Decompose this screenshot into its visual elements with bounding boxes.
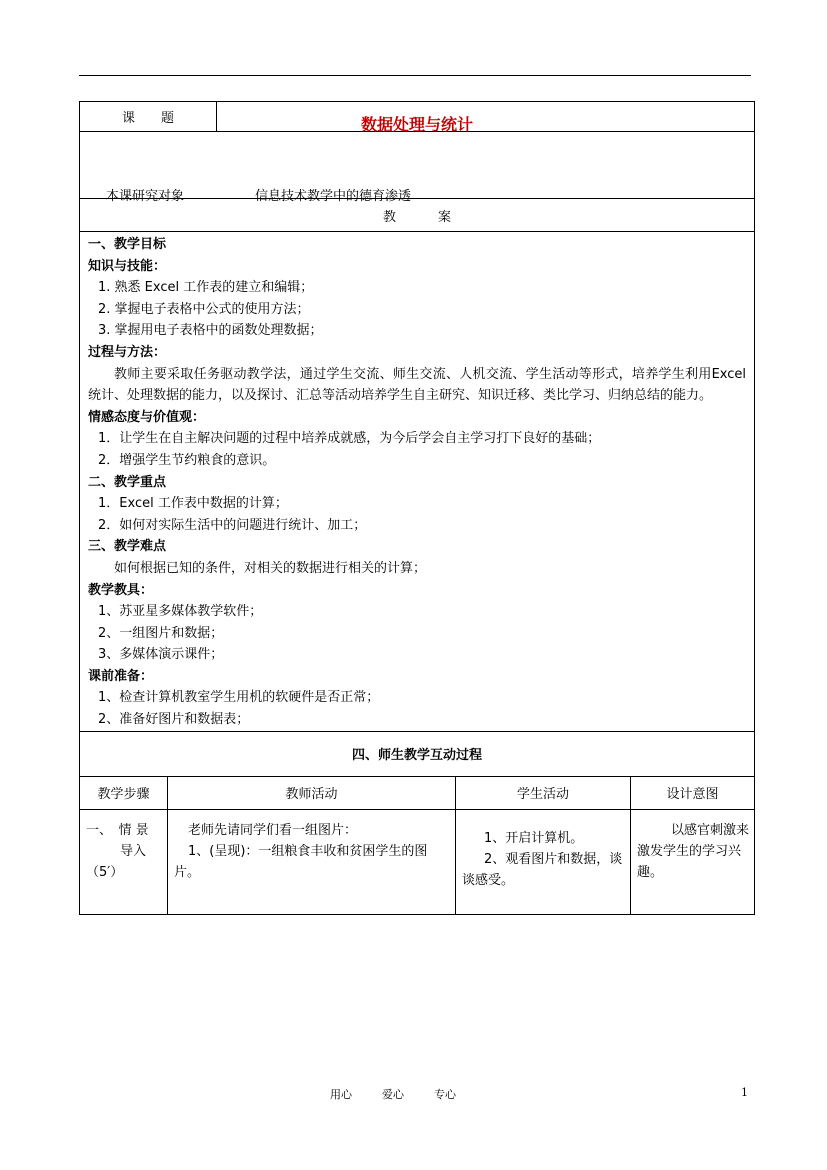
object-value: 信息技术教学中的德育渗透 bbox=[255, 189, 412, 204]
column-header: 教学步骤 bbox=[80, 776, 168, 809]
knowledge-heading: 知识与技能： bbox=[88, 258, 167, 274]
header-rule bbox=[79, 75, 751, 76]
step-line: （5′） bbox=[86, 864, 124, 880]
lesson-title: 数据处理与统计 bbox=[361, 115, 474, 134]
plan-label-a: 教 bbox=[383, 209, 397, 225]
column-header-row bbox=[80, 776, 755, 809]
object-row bbox=[80, 132, 755, 199]
lesson-content bbox=[80, 232, 755, 732]
list-item: 2. 掌握电子表格中公式的使用方法； bbox=[98, 301, 310, 317]
tools-heading: 教学教具： bbox=[88, 582, 154, 598]
teacher-activity: 老师先请同学们看一组图片： 1、(呈现)：一组粮食丰收和贫困学生的图片。 bbox=[168, 809, 456, 914]
list-item: 3. 掌握用电子表格中的函数处理数据； bbox=[98, 323, 323, 339]
list-item: 1、检查计算机教室学生用机的软硬件是否正常； bbox=[98, 690, 380, 706]
list-item: 1．让学生在自主解决问题的过程中培养成就感，为今后学会自主学习打下良好的基础； bbox=[98, 431, 601, 447]
topic-label: 课 题 bbox=[80, 102, 217, 132]
column-header: 学生活动 bbox=[456, 776, 631, 809]
plan-label-b: 案 bbox=[438, 209, 452, 225]
column-header: 设计意图 bbox=[631, 776, 755, 809]
prep-heading: 课前准备： bbox=[88, 668, 154, 684]
object-label: 本课研究对象 bbox=[106, 189, 185, 204]
goals-heading: 一、教学目标 bbox=[88, 237, 167, 252]
list-item: 2．增强学生节约粮食的意识。 bbox=[98, 452, 276, 468]
step-cell bbox=[80, 809, 168, 914]
difficulty-text: 如何根据已知的条件，对相关的数据进行相关的计算； bbox=[114, 560, 427, 576]
student-activity: 1、开启计算机。 2、观看图片和数据，谈谈感受。 bbox=[456, 809, 631, 914]
list-item: 1．Excel 工作表中数据的计算； bbox=[98, 496, 288, 512]
list-item: 1、苏亚星多媒体教学软件； bbox=[98, 604, 263, 620]
process-heading: 过程与方法： bbox=[88, 344, 167, 360]
list-item: 2．如何对实际生活中的问题进行统计、加工； bbox=[98, 517, 367, 533]
lesson-plan-table bbox=[79, 101, 755, 915]
content-row bbox=[80, 232, 755, 732]
design-intent: 以感官刺激来激发学生的学习兴趣。 bbox=[631, 809, 755, 914]
list-item: 3、多媒体演示课件； bbox=[98, 647, 224, 663]
topic-row bbox=[80, 102, 755, 132]
page-number: 1 bbox=[741, 1086, 748, 1099]
process-text: 教师主要采取任务驱动教学法，通过学生交流、师生交流、人机交流、学生活动等形式，培养学生利用Excel 统计、处理数据的能力，以及探讨、汇总等活动培养学生自主研究、知识迁移、类比学习、归纳总结的能力。 bbox=[88, 366, 747, 404]
table-row bbox=[80, 809, 755, 914]
key-heading: 二、教学重点 bbox=[88, 474, 167, 490]
emotion-heading: 情感态度与价值观： bbox=[88, 409, 206, 425]
interaction-title: 四、师生教学互动过程 bbox=[80, 731, 755, 776]
interaction-section-row bbox=[80, 731, 755, 776]
list-item: 1. 熟悉 Excel 工作表的建立和编辑； bbox=[98, 280, 314, 296]
difficulty-heading: 三、教学难点 bbox=[88, 539, 167, 555]
footer-motto: 用心 爱心 专心 bbox=[330, 1088, 456, 1101]
column-header: 教师活动 bbox=[168, 776, 456, 809]
step-line: 导入 bbox=[120, 843, 147, 859]
list-item: 2、一组图片和数据； bbox=[98, 625, 224, 641]
step-line: 一、 情 景 bbox=[86, 822, 149, 838]
list-item: 2、准备好图片和数据表； bbox=[98, 712, 250, 728]
